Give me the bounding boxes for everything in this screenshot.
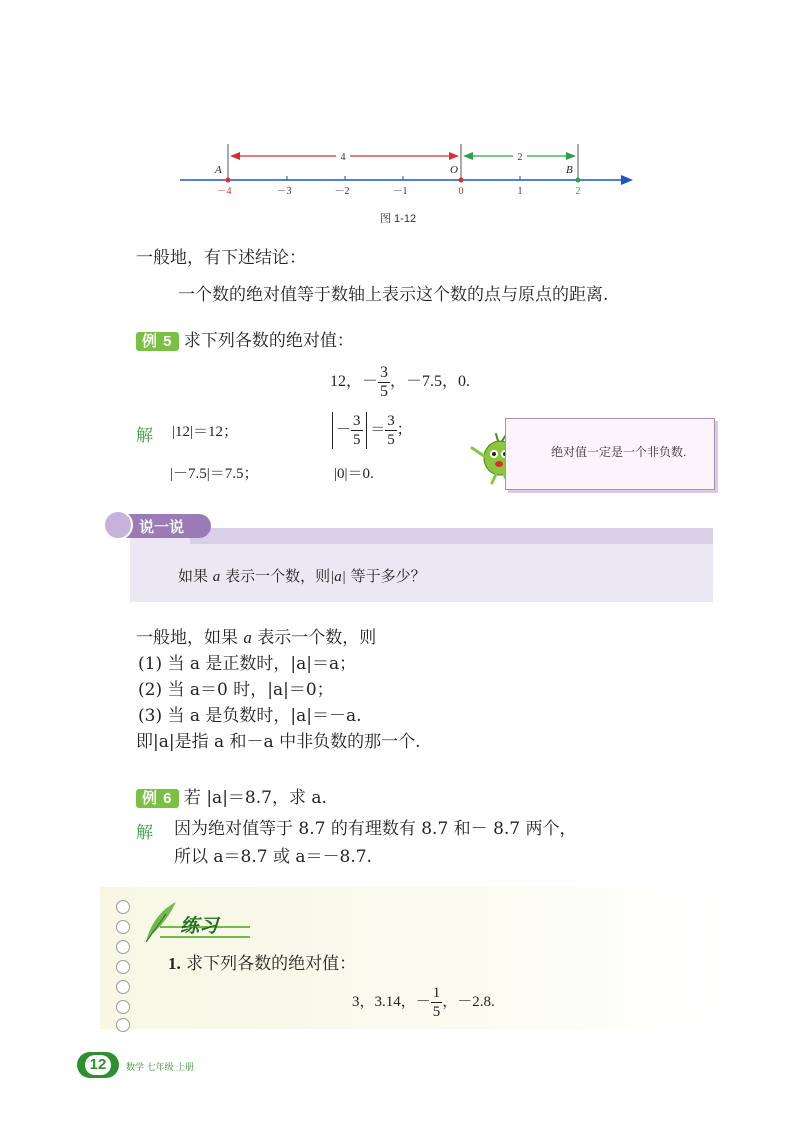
feather-icon — [140, 900, 180, 945]
example5-answer-3: |－7.5|＝7.5； — [170, 466, 259, 482]
example5-prompt: 求下列各数的绝对值： — [183, 331, 354, 351]
frac-denominator: 5 — [387, 432, 395, 448]
page-number: 12 — [85, 1055, 111, 1075]
case-2: (2) 当 a＝0 时，|a|＝0； — [138, 680, 334, 700]
tick-label: 1 — [517, 186, 523, 197]
example5-jie: 解 — [136, 426, 153, 446]
example5-heading — [136, 330, 354, 353]
practice-q1-number: 1. — [168, 954, 181, 973]
cases-summary: 即|a|是指 a 和－a 中非负数的那一个. — [136, 732, 421, 752]
case-1: (1) 当 a 是正数时，|a|＝a； — [138, 654, 357, 674]
hint-bubble-text: 绝对值一定是一个非负数. — [551, 445, 687, 459]
example6-line-2: 所以 a＝8.7 或 a＝－8.7. — [174, 847, 372, 867]
binder-ring — [116, 900, 130, 914]
tick-label: －2 — [334, 186, 350, 197]
minus-sign: － — [336, 421, 352, 438]
example6-line-1: 因为绝对值等于 8.7 的有理数有 8.7 和－ 8.7 两个， — [174, 819, 577, 839]
example5-answer-2 — [332, 412, 412, 449]
example5-answer-1: |12|＝12； — [172, 424, 239, 440]
point-label-O: O — [450, 164, 458, 176]
practice-q1-list-a: 3，3.14，－ — [352, 993, 431, 1010]
binder-ring — [116, 1000, 130, 1014]
point-B-dot — [576, 178, 581, 183]
distance-label-OB: 2 — [517, 152, 523, 163]
case-3: (3) 当 a 是负数时，|a|＝－a. — [138, 706, 362, 726]
binder-ring — [116, 920, 130, 934]
practice-q1-text: 求下列各数的绝对值： — [186, 954, 357, 974]
example5-answer-4: |0|＝0. — [334, 466, 374, 482]
page-number-badge — [77, 1052, 119, 1078]
example6-tag: 例 6 — [136, 789, 179, 808]
number-line-figure — [170, 136, 640, 206]
semicolon: ； — [396, 421, 412, 438]
discussion-tag — [103, 510, 213, 540]
cases-intro-post: 表示一个数，则 — [257, 628, 377, 648]
frac-denominator: 5 — [432, 1004, 441, 1020]
distance-label-AO: 4 — [340, 152, 346, 163]
footer-book-title: 数学 七年级 上册 — [126, 1062, 195, 1072]
frac-denominator: 5 — [380, 383, 389, 400]
q-mid: 表示一个数，则 — [225, 567, 331, 585]
binder-ring — [116, 1018, 130, 1032]
equals-sign: ＝ — [370, 421, 386, 438]
point-label-A: A — [215, 164, 222, 176]
binder-ring — [116, 940, 130, 954]
discussion-tag-label: 说一说 — [139, 519, 185, 536]
discussion-header-strip — [190, 528, 713, 544]
q-abs: |a| — [330, 569, 346, 585]
frac-numerator: 3 — [380, 364, 389, 381]
discussion-question — [178, 565, 426, 588]
tick-label: －1 — [392, 186, 408, 197]
example6-heading — [136, 787, 327, 810]
practice-title: 练习 — [180, 916, 219, 937]
tick-label: 2 — [575, 186, 581, 197]
practice-question-1 — [168, 953, 356, 975]
tick-label: －4 — [216, 186, 232, 197]
fraction-three-fifths — [378, 364, 390, 401]
frac-numerator: 3 — [387, 413, 395, 429]
q-pre: 如果 — [178, 567, 209, 585]
binder-ring — [116, 980, 130, 994]
hint-bubble — [505, 418, 715, 490]
example5-list-a: 12，－ — [330, 373, 379, 391]
example5-tag: 例 5 — [136, 332, 179, 351]
tick-label: －3 — [276, 186, 292, 197]
frac-denominator: 5 — [353, 432, 361, 448]
discussion-tag-circle — [103, 510, 133, 540]
practice-q1-list — [352, 984, 495, 1021]
q-var: a — [212, 569, 221, 585]
frac-numerator: 3 — [353, 413, 361, 429]
example5-list — [330, 364, 470, 401]
tick-label: 0 — [458, 186, 464, 197]
example6-prompt: 若 |a|＝8.7，求 a. — [183, 788, 327, 808]
frac-numerator: 1 — [432, 985, 441, 1001]
practice-q1-list-b: ，－2.8. — [442, 993, 495, 1010]
cases-intro-var: a — [243, 628, 252, 647]
axis-arrow-icon — [621, 175, 633, 185]
cases-intro — [136, 627, 376, 649]
example6-jie: 解 — [136, 823, 153, 843]
point-label-B: B — [566, 164, 573, 176]
point-O-dot — [459, 178, 464, 183]
q-post: 等于多少？ — [350, 567, 426, 585]
binder-ring — [116, 960, 130, 974]
figure-caption: 图 1-12 — [380, 213, 417, 225]
point-A-dot — [226, 178, 231, 183]
cases-intro-pre: 一般地，如果 — [136, 628, 238, 648]
example5-list-b: ，－7.5，0. — [390, 373, 471, 391]
conclusion-intro: 一般地，有下述结论： — [136, 248, 306, 268]
conclusion-statement: 一个数的绝对值等于数轴上表示这个数的点与原点的距离. — [178, 285, 609, 305]
